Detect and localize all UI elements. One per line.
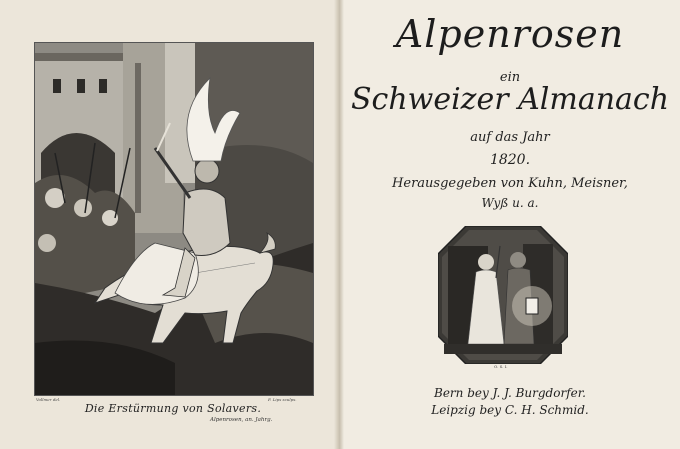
knight-on-horse-illustration bbox=[35, 43, 313, 395]
book-gutter bbox=[334, 0, 344, 449]
frontispiece-source: Alpenrosen, an. Jahrg. bbox=[210, 417, 273, 423]
right-page bbox=[340, 0, 680, 449]
artist-credit: Vollmer del. bbox=[36, 397, 61, 402]
publication-year: 1820. bbox=[489, 152, 531, 168]
title-vignette bbox=[438, 226, 568, 364]
frontispiece-engraving bbox=[34, 42, 314, 396]
editors-line-1: Herausgegeben von Kuhn, Meisner, bbox=[392, 176, 628, 191]
vignette-signature: O. S. I. bbox=[494, 364, 508, 369]
frontispiece-caption: Die Erstürmung von Solavers. bbox=[84, 402, 262, 415]
imprint-line-2: Leipzig bey C. H. Schmid. bbox=[431, 403, 589, 417]
title-ein: ein bbox=[499, 70, 521, 85]
book-title: Alpenrosen bbox=[395, 12, 625, 56]
book-subtitle: Schweizer Almanach bbox=[350, 82, 670, 117]
imprint-line-1: Bern bey J. J. Burgdorfer. bbox=[434, 386, 586, 400]
engraver-credit: F. Lips sculps. bbox=[268, 397, 297, 402]
year-line: auf das Jahr bbox=[470, 130, 550, 145]
lantern-vignette-illustration bbox=[438, 226, 568, 364]
editors-line-2: Wyß u. a. bbox=[481, 196, 539, 210]
